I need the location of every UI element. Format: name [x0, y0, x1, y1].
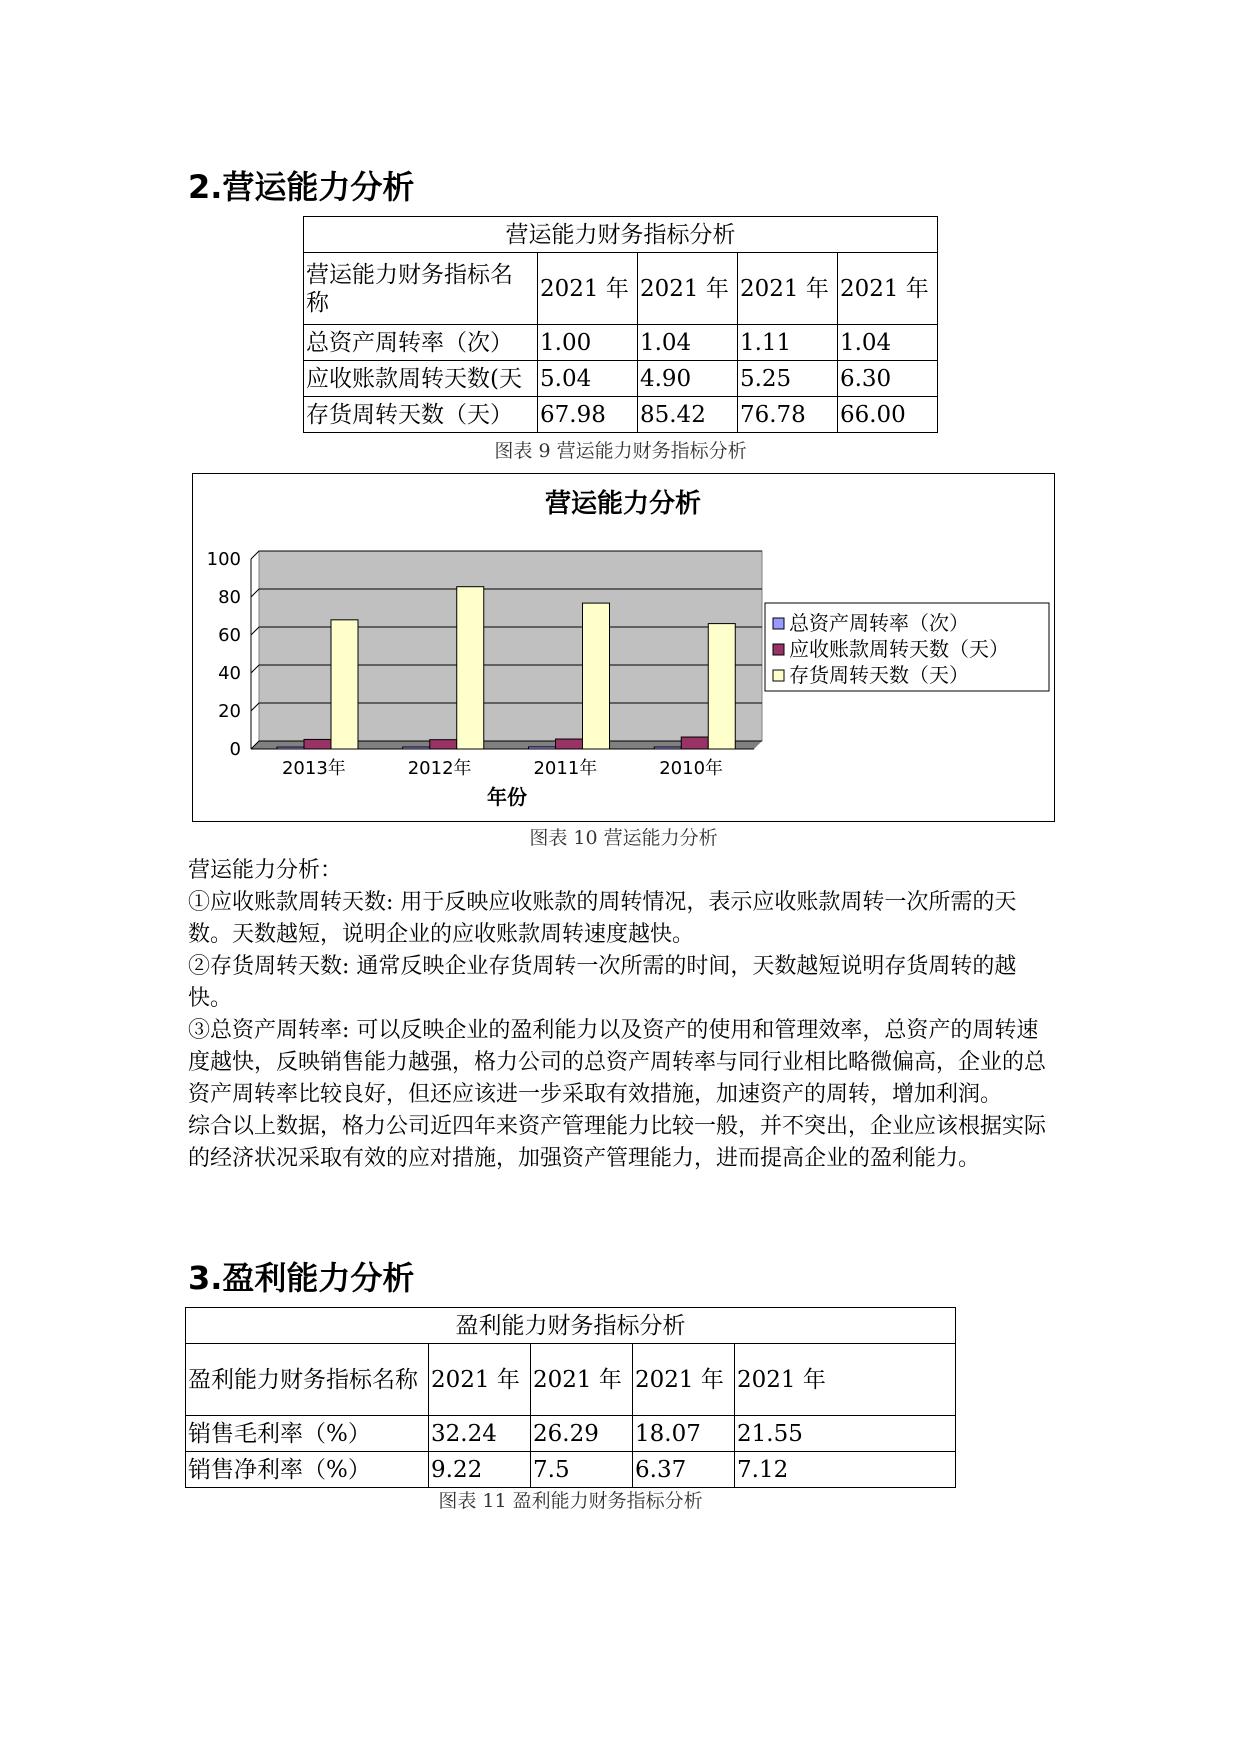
table-header-cell: 盈利能力财务指标名称	[186, 1344, 429, 1416]
legend-label: 存货周转天数（天）	[789, 663, 969, 687]
legend-swatch	[773, 670, 784, 681]
table-header-cell: 2021 年	[531, 1344, 633, 1416]
table-row	[304, 325, 938, 361]
table-header-cell: 2021 年	[637, 253, 737, 325]
section-heading: 3.盈利能力分析	[188, 1259, 415, 1297]
table-cell: 存货周转天数（天）	[304, 397, 538, 433]
table-cell: 9.22	[429, 1452, 531, 1488]
table-cell: 85.42	[637, 397, 737, 433]
analysis-paragraph: ③总资产周转率: 可以反映企业的盈利能力以及资产的使用和管理效率，总资产的周转速度越快，反映销售能力越强，格力公司的总资产周转率与同行业相比略微偏高，企业的总资产周转率比较良好，但还应该进一步采取有效措施，加速资产的周转，增加利润。	[188, 1018, 1047, 1107]
chart-title: 营运能力分析	[544, 489, 702, 519]
bar	[457, 587, 484, 749]
chart-caption: 图表 10 营运能力分析	[529, 827, 718, 849]
x-tick-label: 2012年	[407, 758, 472, 779]
table-title: 营运能力财务指标分析	[304, 217, 938, 253]
bar	[430, 740, 457, 749]
table-cell: 7.5	[531, 1452, 633, 1488]
table-cell: 5.25	[737, 361, 837, 397]
bar	[681, 737, 708, 749]
x-axis-label: 年份	[487, 785, 527, 809]
analysis-paragraph: 综合以上数据，格力公司近四年来资产管理能力比较一般，并不突出，企业应该根据实际的经济状况采取有效的应对措施，加强资产管理能力，进而提高企业的盈利能力。	[188, 1114, 1047, 1171]
table-cell: 6.30	[837, 361, 937, 397]
y-tick-label: 60	[218, 625, 241, 646]
analysis-text	[188, 855, 1056, 1175]
section-heading: 2.营运能力分析	[188, 168, 415, 206]
y-tick-label: 20	[218, 701, 241, 722]
bar	[277, 747, 304, 749]
analysis-paragraph: ①应收账款周转天数: 用于反映应收账款的周转情况，表示应收账款周转一次所需的天数。天数越短，说明企业的应收账款周转速度越快。	[188, 890, 1017, 947]
table-cell: 4.90	[637, 361, 737, 397]
table-cell: 1.04	[637, 325, 737, 361]
bar	[654, 747, 681, 749]
table-title: 盈利能力财务指标分析	[186, 1308, 956, 1344]
x-tick-label: 2013年	[281, 758, 346, 779]
table-cell: 1.11	[737, 325, 837, 361]
x-tick-label: 2011年	[533, 758, 598, 779]
bar	[529, 747, 556, 749]
table-cell: 7.12	[735, 1452, 956, 1488]
bar	[331, 620, 358, 749]
table-cell: 销售毛利率（%）	[186, 1416, 429, 1452]
table-cell: 1.04	[837, 325, 937, 361]
chart-frame	[192, 473, 1055, 822]
legend-label: 总资产周转率（次）	[789, 611, 969, 635]
table-header-cell: 2021 年	[737, 253, 837, 325]
table-cell: 6.37	[633, 1452, 735, 1488]
table-cell: 21.55	[735, 1416, 956, 1452]
table-caption: 图表 9 营运能力财务指标分析	[494, 440, 747, 462]
analysis-paragraph: ②存货周转天数: 通常反映企业存货周转一次所需的时间，天数越短说明存货周转的越快。	[188, 954, 1017, 1011]
operating-capacity-table	[303, 216, 938, 433]
table-header-cell: 2021 年	[837, 253, 937, 325]
bar	[403, 747, 430, 749]
table-cell: 66.00	[837, 397, 937, 433]
table-header-cell: 营运能力财务指标名称	[304, 253, 538, 325]
bar-chart	[193, 474, 1053, 820]
table-header-cell: 2021 年	[735, 1344, 956, 1416]
table-row	[186, 1416, 956, 1452]
table-cell: 5.04	[538, 361, 638, 397]
profitability-table	[185, 1307, 956, 1488]
table-cell: 32.24	[429, 1416, 531, 1452]
legend-label: 应收账款周转天数（天）	[789, 637, 1009, 661]
table-row	[304, 397, 938, 433]
table-cell: 1.00	[538, 325, 638, 361]
bar	[556, 739, 583, 749]
table-cell: 销售净利率（%）	[186, 1452, 429, 1488]
table-header-cell: 2021 年	[429, 1344, 531, 1416]
table-cell: 26.29	[531, 1416, 633, 1452]
y-tick-label: 100	[206, 549, 241, 570]
table-cell: 18.07	[633, 1416, 735, 1452]
x-tick-label: 2010年	[659, 758, 724, 779]
bar	[304, 739, 331, 749]
y-tick-label: 0	[229, 739, 241, 760]
y-tick-label: 40	[218, 663, 241, 684]
table-row	[304, 361, 938, 397]
table-cell: 67.98	[538, 397, 638, 433]
analysis-intro: 营运能力分析：	[188, 858, 343, 883]
table-cell: 应收账款周转天数(天	[304, 361, 538, 397]
legend-swatch	[773, 618, 784, 629]
table-cell: 76.78	[737, 397, 837, 433]
table-cell: 总资产周转率（次）	[304, 325, 538, 361]
table-caption: 图表 11 盈利能力财务指标分析	[438, 1490, 703, 1512]
table-row	[186, 1452, 956, 1488]
bar	[583, 603, 610, 749]
table-header-cell: 2021 年	[538, 253, 638, 325]
y-tick-label: 80	[218, 587, 241, 608]
bar	[708, 624, 735, 749]
table-header-cell: 2021 年	[633, 1344, 735, 1416]
legend-swatch	[773, 644, 784, 655]
